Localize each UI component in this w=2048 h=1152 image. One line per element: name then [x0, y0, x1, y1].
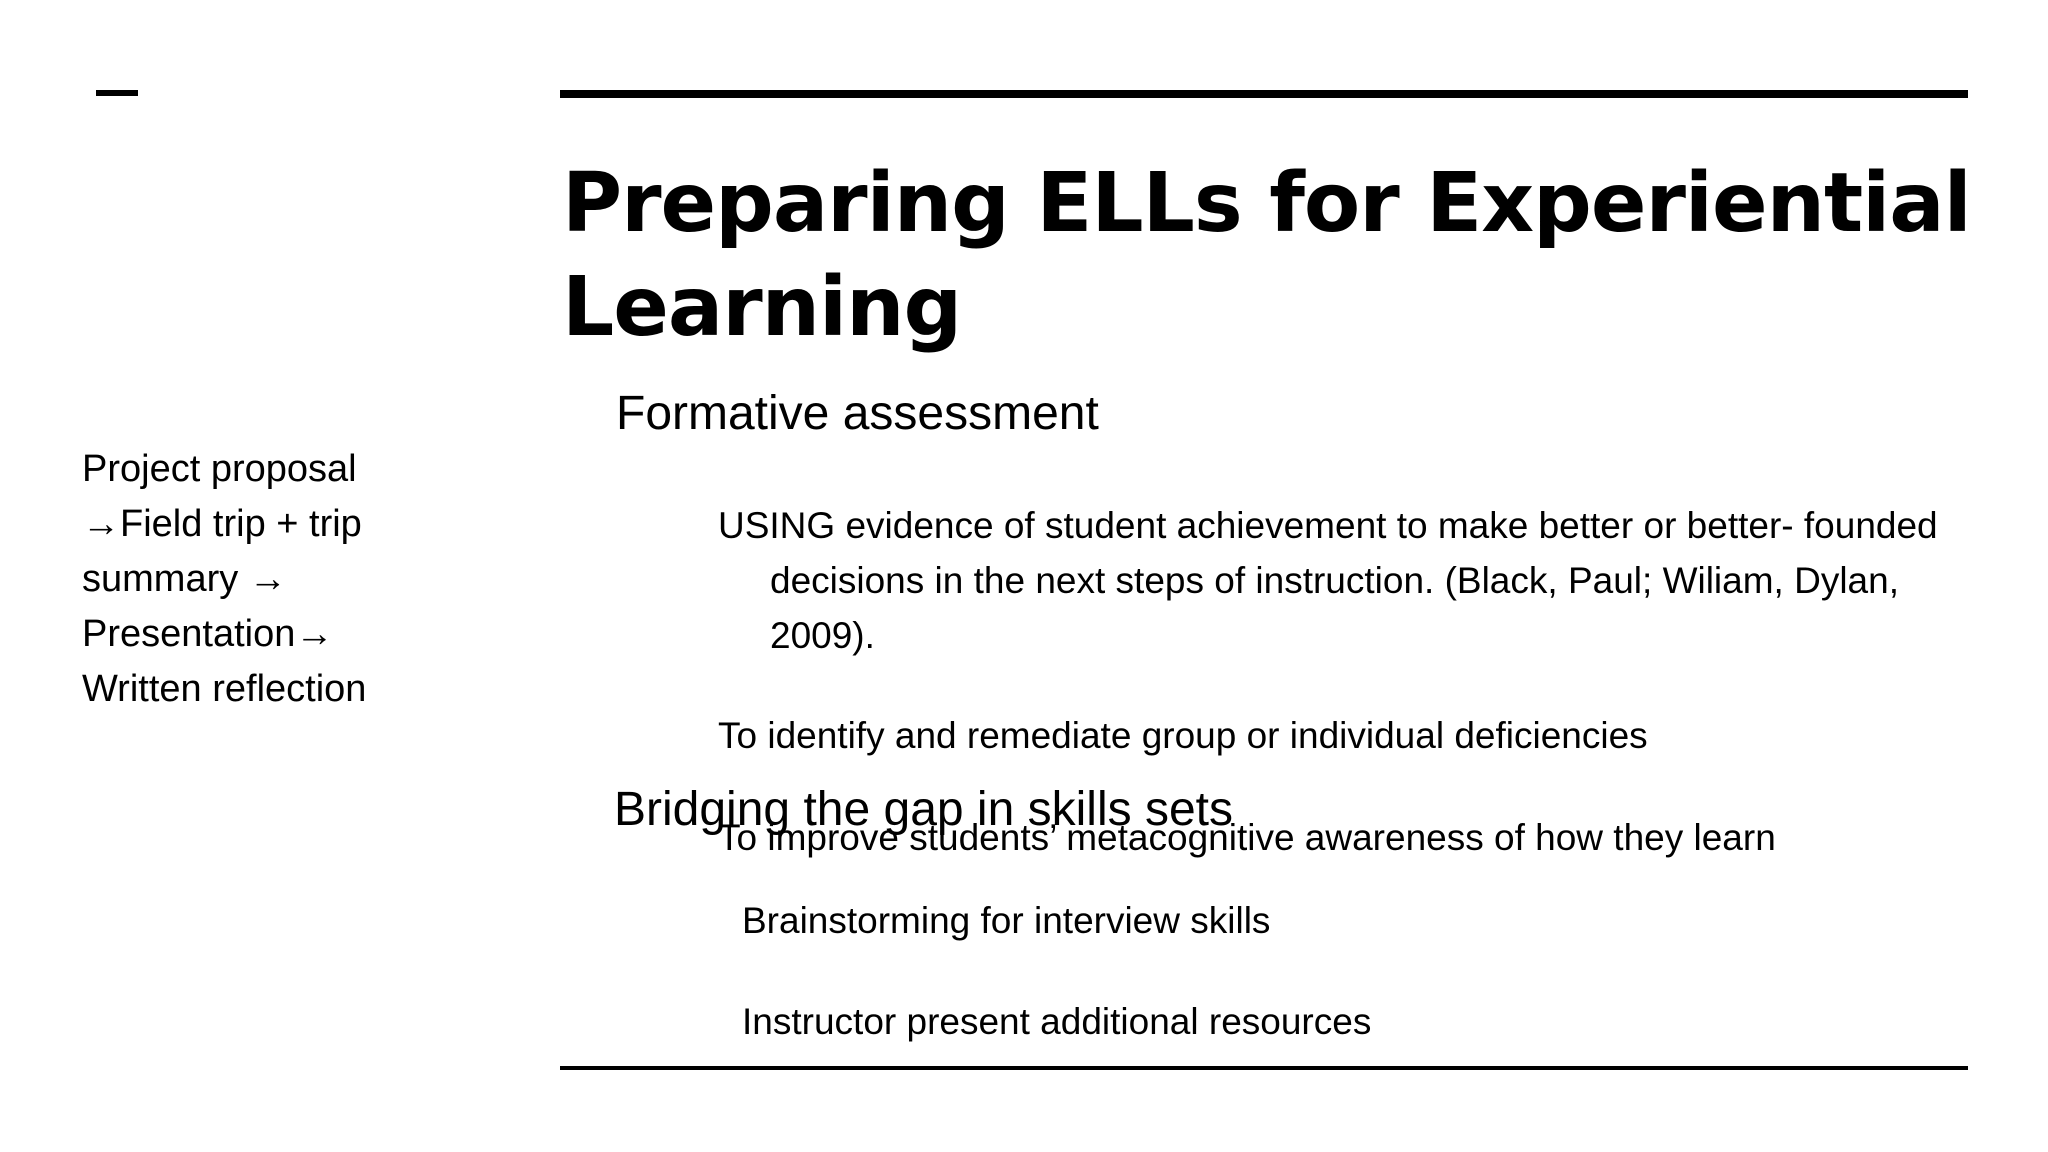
identify-deficiencies-text: To identify and remediate group or individual deficiencies [718, 715, 1648, 756]
sidebar-line: summary → [82, 558, 287, 600]
top-rule [560, 90, 1968, 98]
bottom-rule [560, 1066, 1968, 1070]
improve-metacognition-text: To improve students’ metacognitive awareness of how they learn [718, 817, 1776, 858]
slide-title: Preparing ELLs for Experiential Learning [562, 156, 1971, 355]
bridging-gap-heading: Bridging the gap in skills sets [614, 783, 1233, 836]
using-line: Wiliam, Dylan, 2009). [770, 560, 1899, 656]
accent-dash [96, 90, 138, 96]
sidebar-line: Project proposal [82, 448, 357, 490]
sidebar-note [82, 442, 442, 717]
sidebar-line: Written reflection [82, 668, 367, 710]
using-line: founded decisions in the next steps of instruction. (Black, Paul; [770, 505, 1938, 601]
using-line: USING evidence of student achievement to make better or better- [718, 505, 1804, 546]
formative-assessment-heading: Formative assessment [616, 387, 1099, 440]
using-evidence-text [718, 498, 1970, 663]
sidebar-line: →Field trip + trip [82, 503, 362, 545]
instructor-resources-text: Instructor present additional resources [742, 1001, 1372, 1042]
sidebar-line: Presentation→ [82, 613, 334, 655]
brainstorming-text: Brainstorming for interview skills [742, 900, 1271, 941]
